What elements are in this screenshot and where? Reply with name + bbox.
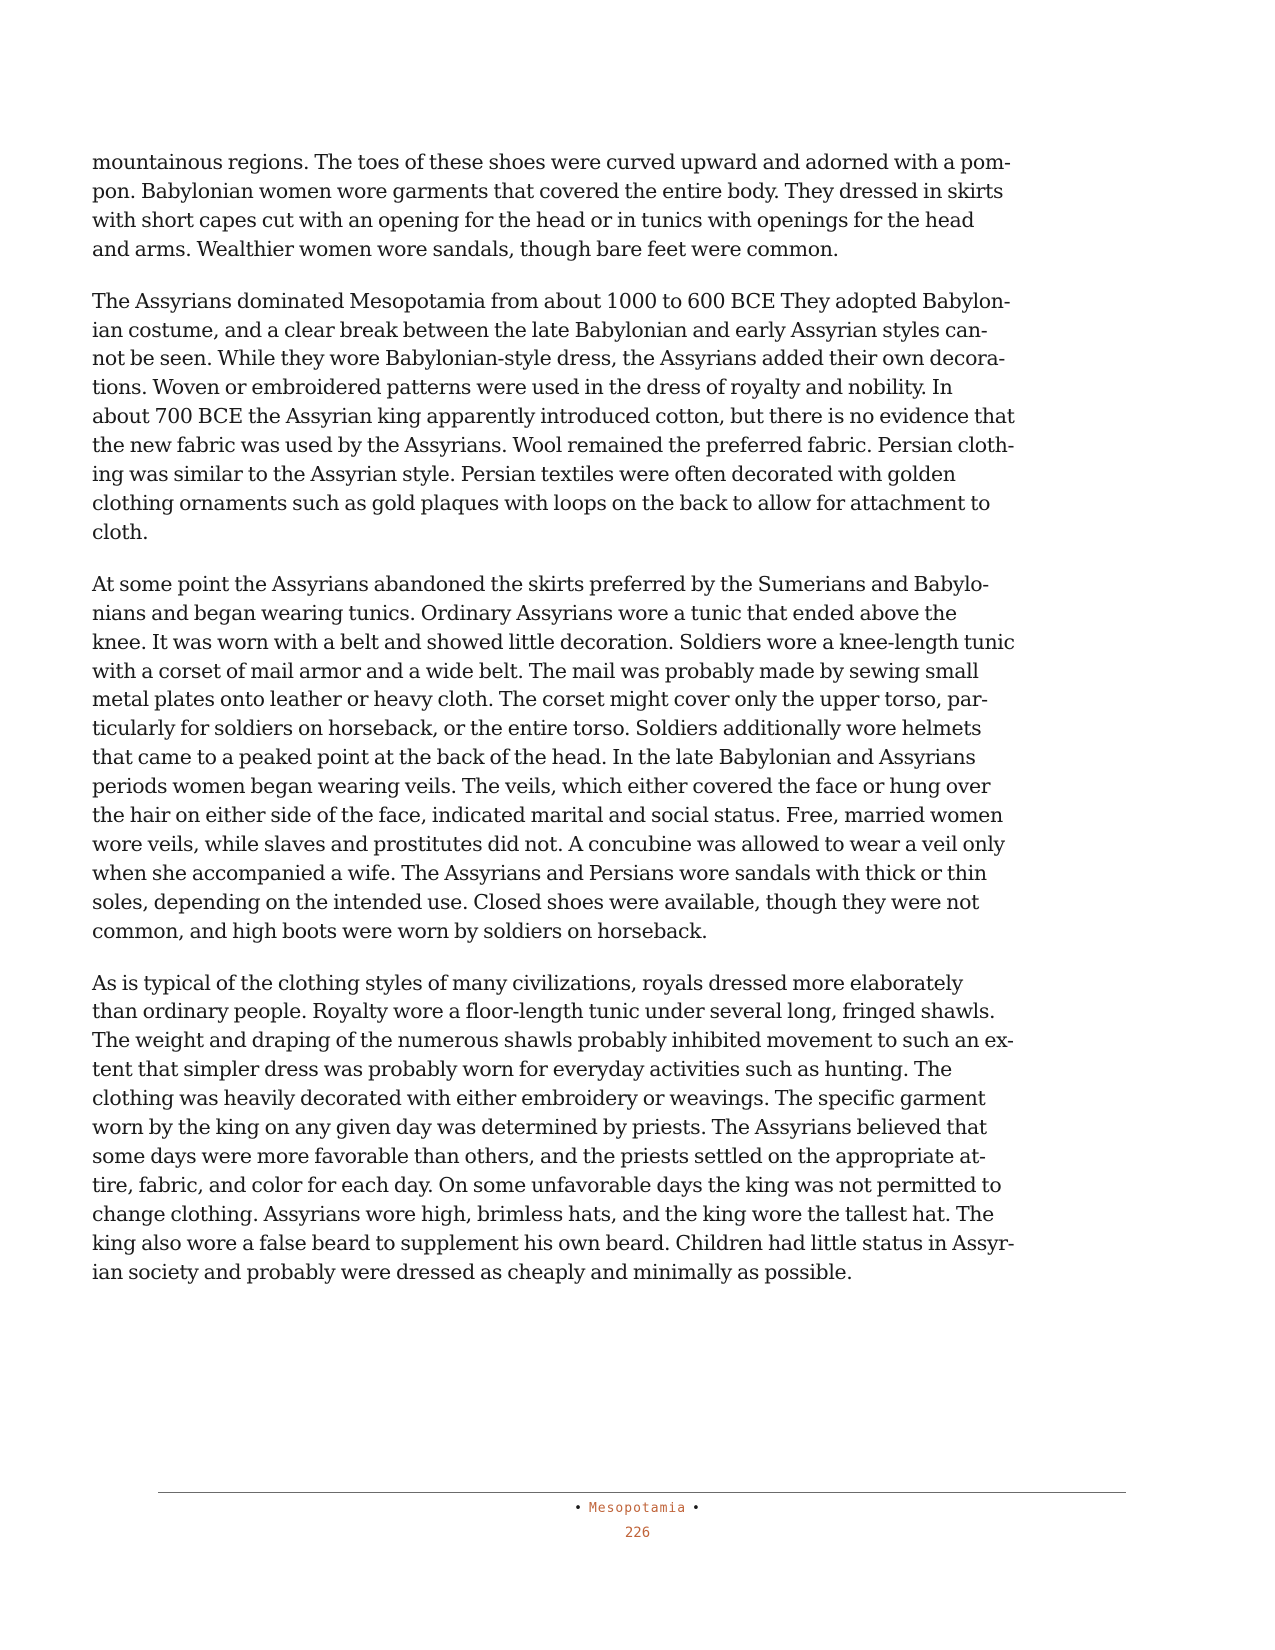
- page-body: [92, 148, 1182, 1310]
- footer-divider: [158, 1492, 1126, 1493]
- bullet-right-icon: •: [692, 1501, 701, 1516]
- paragraph-2: The Assyrians dominated Mesopotamia from about 1000 to 600 BCE They adopted Babylon- ian costume, and a clear break between the late Babylonian and early Assyrian styles can- not be seen. While they wore Babylonian-style dress, the Assyrians added their own decora- tions. Woven or embroidered patterns were used in the dress of royalty and nobility. In about 700 BCE the Assyrian king apparently introduced cotton, but there is no evidence that the new fabric was used by the Assyrians. Wool remained the preferred fabric. Persian cloth- ing was similar to the Assyrian style. Persian textiles were often decorated with golden clothing ornaments such as gold plaques with loops on the back to allow for attachment to cloth.: [92, 288, 1015, 544]
- footer-title: Mesopotamia: [588, 1501, 687, 1516]
- running-footer: [0, 1500, 1275, 1518]
- paragraph-1: mountainous regions. The toes of these shoes were curved upward and adorned with a pom- pon. Babylonian women wore garments that covered the entire body. They dressed in skirts with short capes cut with an opening for the head or in tunics with openings for the head and arms. Wealthier women wore sandals, though bare feet were common.: [92, 150, 1011, 261]
- paragraph-3: At some point the Assyrians abandoned the skirts preferred by the Sumerians and Babylo- nians and began wearing tunics. Ordinary Assyrians wore a tunic that ended above the knee. It was worn with a belt and showed little decoration. Soldiers wore a knee-length tunic with a corset of mail armor and a wide belt. The mail was probably made by sewing small metal plates onto leather or heavy cloth. The corset might cover only the upper torso, par- ticularly for soldiers on horseback, or the entire torso. Soldiers additionally wore helmets that came to a peaked point at the back of the head. In the late Babylonian and Assyrians periods women began wearing veils. The veils, which either covered the face or hung over the hair on either side of the face, indicated marital and social status. Free, married women wore veils, while slaves and prostitutes did not. A concubine was allowed to wear a veil only when she accompanied a wife. The Assyrians and Persians wore sandals with thick or thin soles, depending on the intended use. Closed shoes were available, though they were not common, and high boots were worn by soldiers on horseback.: [92, 571, 1015, 943]
- bullet-left-icon: •: [574, 1501, 583, 1516]
- page-footer: [0, 1500, 1275, 1542]
- page-number: 226: [624, 1525, 651, 1541]
- paragraph-4: As is typical of the clothing styles of many civilizations, royals dressed more elaborately than ordinary people. Royalty wore a floor-length tunic under several long, fringed shawls. The weight and draping of the numerous shawls probably inhibited movement to such an ex- tent that simpler dress was probably worn for everyday activities such as hunting. The clothing was heavily decorated with either embroidery or weavings. The specific garment worn by the king on any given day was determined by priests. The Assyrians believed that some days were more favorable than others, and the priests settled on the appropriate at- tire, fabric, and color for each day. On some unfavorable days the king was not permitted to change clothing. Assyrians wore high, brimless hats, and the king wore the tallest hat. The king also wore a false beard to supplement his own beard. Children had little status in Assyr- ian society and probably were dressed as cheaply and minimally as possible.: [92, 970, 1015, 1284]
